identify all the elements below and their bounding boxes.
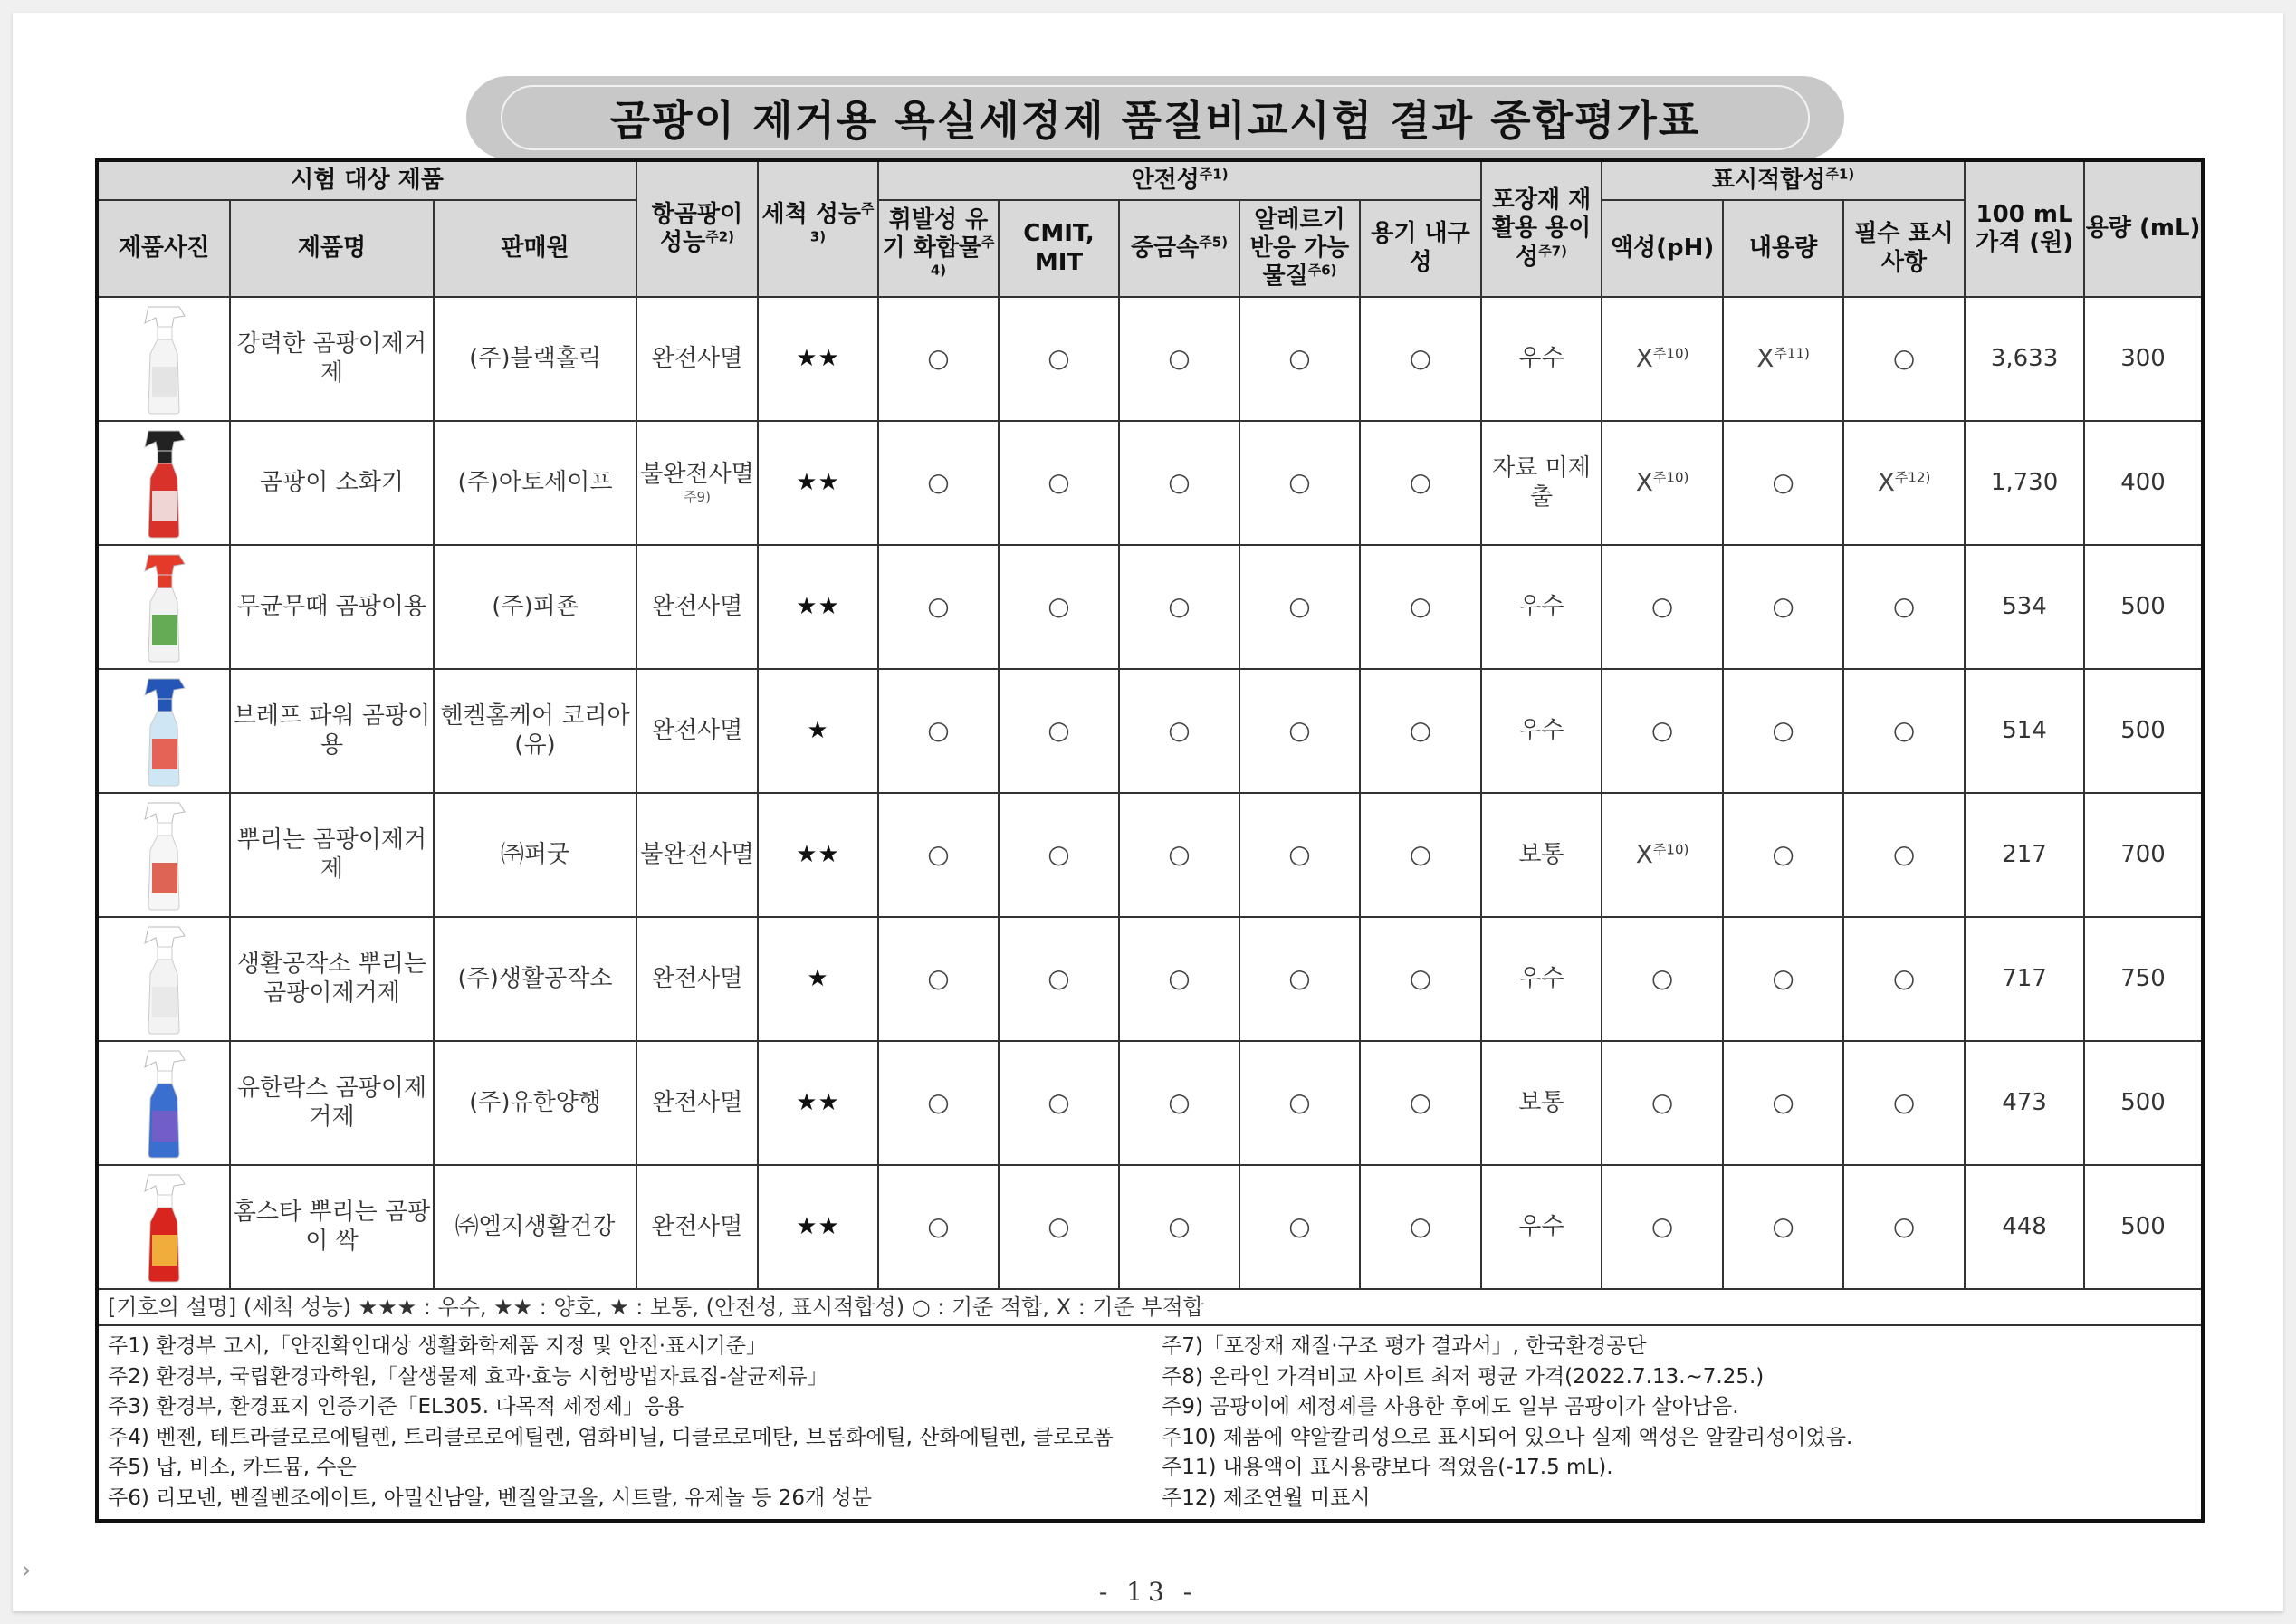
header-name: 제품명	[230, 200, 434, 297]
cell-heavy-metal: ○	[1119, 1165, 1239, 1289]
footnote: 주8) 온라인 가격비교 사이트 최저 평균 가격(2022.7.13.~7.25.)	[1162, 1364, 1765, 1389]
cell-price: 717	[1965, 917, 2084, 1041]
cell-recycle: 우수	[1481, 1165, 1602, 1289]
product-photo	[97, 1041, 230, 1165]
cell-allergen: ○	[1239, 297, 1360, 421]
product-photo	[97, 421, 230, 545]
cell-required: ○	[1843, 917, 1965, 1041]
cell-voc: ○	[878, 917, 999, 1041]
cell-heavy-metal: ○	[1119, 1041, 1239, 1165]
cell-ph: ○	[1602, 545, 1723, 669]
cell-name: 무균무때 곰팡이용	[230, 545, 434, 669]
footnote: 주1) 환경부 고시,「안전확인대상 생활화학제품 지정 및 안전·표시기준」	[108, 1334, 767, 1358]
cell-recycle: 보통	[1481, 793, 1602, 917]
header-voc: 휘발성 유기 화합물$^{주4)}$	[878, 200, 999, 297]
spray-bottle-icon	[132, 427, 196, 540]
product-photo	[97, 917, 230, 1041]
cell-durability: ○	[1360, 669, 1481, 793]
cell-ph: $X^{주10)}$	[1602, 793, 1723, 917]
cell-price: 1,730	[1965, 421, 2084, 545]
cell-allergen: ○	[1239, 669, 1360, 793]
header-photo: 제품사진	[97, 200, 230, 297]
header-required-label: 필수 표시사항	[1843, 200, 1965, 297]
header-cmit: CMIT, MIT	[999, 200, 1119, 297]
legend-row	[97, 1289, 2203, 1325]
cell-antifungal: 완전사멸	[636, 297, 758, 421]
cell-heavy-metal: ○	[1119, 793, 1239, 917]
cell-recycle: 우수	[1481, 669, 1602, 793]
cell-volume: ○	[1723, 1041, 1843, 1165]
cell-name: 강력한 곰팡이제거제	[230, 297, 434, 421]
cell-allergen: ○	[1239, 793, 1360, 917]
cell-capacity: 750	[2084, 917, 2203, 1041]
cell-capacity: 700	[2084, 793, 2203, 917]
cell-required: $X^{주12)}$	[1843, 421, 1965, 545]
cell-allergen: ○	[1239, 917, 1360, 1041]
cell-price: 473	[1965, 1041, 2084, 1165]
table-row	[97, 793, 2203, 917]
cell-name: 브레프 파워 곰팡이용	[230, 669, 434, 793]
footnote: 주3) 환경부, 환경표지 인증기준「EL305. 다목적 세정제」응용	[108, 1395, 684, 1419]
cell-durability: ○	[1360, 1041, 1481, 1165]
footnote: 주9) 곰팡이에 세정제를 사용한 후에도 일부 곰팡이가 살아남음.	[1162, 1395, 1739, 1419]
cell-seller: (주)아토세이프	[434, 421, 636, 545]
cell-seller: (주)블랙홀릭	[434, 297, 636, 421]
header-recycle: 포장재 재활용 용이성$^{주7)}$	[1481, 160, 1602, 297]
cell-antifungal: 완전사멸	[636, 545, 758, 669]
cell-durability: ○	[1360, 1165, 1481, 1289]
product-photo	[97, 669, 230, 793]
cell-antifungal: 완전사멸	[636, 669, 758, 793]
cell-volume: $X^{주11)}$	[1723, 297, 1843, 421]
cell-required: ○	[1843, 1041, 1965, 1165]
cell-cleaning: ★★	[758, 1041, 878, 1165]
table-body	[97, 297, 2203, 1289]
cell-antifungal: 불완전사멸 주9)	[636, 421, 758, 545]
footnotes	[97, 1325, 2203, 1521]
cell-volume: ○	[1723, 421, 1843, 545]
title-banner-inner	[501, 85, 1810, 150]
cell-price: 3,633	[1965, 297, 2084, 421]
table-row	[97, 669, 2203, 793]
symbol-legend: [기호의 설명] (세척 성능) ★★★ : 우수, ★★ : 양호, ★ : 보통, (안전성, 표시적합성) ○ : 기준 적합, X : 기준 부적합	[97, 1289, 2203, 1325]
cell-cleaning: ★★	[758, 793, 878, 917]
cell-price: 514	[1965, 669, 2084, 793]
cell-ph: $X^{주10)}$	[1602, 297, 1723, 421]
header-product-group: 시험 대상 제품	[97, 160, 636, 200]
cell-durability: ○	[1360, 545, 1481, 669]
cell-cmit: ○	[999, 545, 1119, 669]
cell-cleaning: ★★	[758, 297, 878, 421]
cell-voc: ○	[878, 545, 999, 669]
cell-cmit: ○	[999, 1041, 1119, 1165]
cell-heavy-metal: ○	[1119, 297, 1239, 421]
cell-allergen: ○	[1239, 1165, 1360, 1289]
cell-heavy-metal: ○	[1119, 545, 1239, 669]
header-capacity: 용량 (mL)	[2084, 160, 2203, 297]
table-row	[97, 917, 2203, 1041]
cell-allergen: ○	[1239, 1041, 1360, 1165]
footnote: 주12) 제조연월 미표시	[1162, 1485, 1371, 1510]
cell-recycle: 우수	[1481, 297, 1602, 421]
cell-name: 유한락스 곰팡이제거제	[230, 1041, 434, 1165]
table-row	[97, 1165, 2203, 1289]
cell-antifungal: 완전사멸	[636, 917, 758, 1041]
cell-required: ○	[1843, 1165, 1965, 1289]
cell-cmit: ○	[999, 793, 1119, 917]
cell-durability: ○	[1360, 421, 1481, 545]
cell-durability: ○	[1360, 297, 1481, 421]
cell-price: 534	[1965, 545, 2084, 669]
cell-ph: ○	[1602, 669, 1723, 793]
cell-ph: $X^{주10)}$	[1602, 421, 1723, 545]
cell-capacity: 400	[2084, 421, 2203, 545]
header-volume: 내용량	[1723, 200, 1843, 297]
cell-capacity: 500	[2084, 669, 2203, 793]
spray-bottle-icon	[132, 923, 196, 1036]
cell-price: 448	[1965, 1165, 2084, 1289]
title-banner	[466, 76, 1844, 159]
cell-ph: ○	[1602, 1165, 1723, 1289]
page-nav-arrow-icon[interactable]: ›	[22, 1557, 32, 1584]
cell-recycle: 자료 미제출	[1481, 421, 1602, 545]
footnote: 주5) 납, 비소, 카드뮴, 수은	[108, 1456, 357, 1479]
cell-seller: (주)유한양행	[434, 1041, 636, 1165]
table-row	[97, 545, 2203, 669]
footnote: 주10) 제품에 약알칼리성으로 표시되어 있으나 실제 액성은 알칼리성이었음.	[1162, 1425, 1853, 1449]
page-title: 곰팡이 제거용 욕실세정제 품질비교시험 결과 종합평가표	[609, 96, 1701, 145]
cell-cmit: ○	[999, 669, 1119, 793]
cell-voc: ○	[878, 1041, 999, 1165]
comparison-table	[95, 158, 2205, 1523]
cell-volume: ○	[1723, 669, 1843, 793]
header-durability: 용기 내구성	[1360, 200, 1481, 297]
cell-recycle: 우수	[1481, 917, 1602, 1041]
cell-required: ○	[1843, 793, 1965, 917]
cell-antifungal: 불완전사멸	[636, 793, 758, 917]
cell-capacity: 500	[2084, 1041, 2203, 1165]
cell-voc: ○	[878, 421, 999, 545]
header-allergen: 알레르기 반응 가능물질$^{주6)}$	[1239, 200, 1360, 297]
cell-name: 뿌리는 곰팡이제거제	[230, 793, 434, 917]
cell-recycle: 우수	[1481, 545, 1602, 669]
cell-seller: ㈜퍼굿	[434, 793, 636, 917]
cell-voc: ○	[878, 793, 999, 917]
cell-cmit: ○	[999, 421, 1119, 545]
table-row	[97, 1041, 2203, 1165]
cell-heavy-metal: ○	[1119, 421, 1239, 545]
cell-ph: ○	[1602, 1041, 1723, 1165]
cell-name: 생활공작소 뿌리는 곰팡이제거제	[230, 917, 434, 1041]
cell-cleaning: ★	[758, 917, 878, 1041]
cell-capacity: 500	[2084, 545, 2203, 669]
cell-voc: ○	[878, 669, 999, 793]
cell-required: ○	[1843, 669, 1965, 793]
cell-antifungal: 완전사멸	[636, 1041, 758, 1165]
spray-bottle-icon	[132, 1047, 196, 1160]
cell-seller: ㈜엘지생활건강	[434, 1165, 636, 1289]
cell-voc: ○	[878, 1165, 999, 1289]
footnote: 주2) 환경부, 국립환경과학원,「살생물제 효과·효능 시험방법자료집-살균제류」	[108, 1364, 828, 1389]
cell-required: ○	[1843, 545, 1965, 669]
cell-cleaning: ★★	[758, 545, 878, 669]
cell-price: 217	[1965, 793, 2084, 917]
header-ph: 액성(pH)	[1602, 200, 1723, 297]
spray-bottle-icon	[132, 799, 196, 912]
footnote: 주4) 벤젠, 테트라클로로에틸렌, 트리클로로에틸렌, 염화비닐, 디클로로메탄, 브롬화에틸, 산화에틸렌, 클로로폼	[108, 1425, 1114, 1449]
cell-capacity: 500	[2084, 1165, 2203, 1289]
footnote: 주11) 내용액이 표시용량보다 적었음(-17.5 mL).	[1162, 1456, 1613, 1479]
cell-name: 홈스타 뿌리는 곰팡이 싹	[230, 1165, 434, 1289]
cell-voc: ○	[878, 297, 999, 421]
cell-volume: ○	[1723, 793, 1843, 917]
header-antifungal: 항곰팡이 성능$^{주2)}$	[636, 160, 758, 297]
cell-heavy-metal: ○	[1119, 669, 1239, 793]
product-photo	[97, 545, 230, 669]
header-row-group	[97, 160, 2203, 200]
cell-antifungal: 완전사멸	[636, 1165, 758, 1289]
spray-bottle-icon	[132, 1171, 196, 1284]
cell-volume: ○	[1723, 545, 1843, 669]
cell-seller: 헨켈홈케어 코리아(유)	[434, 669, 636, 793]
header-heavy-metal: 중금속$^{주5)}$	[1119, 200, 1239, 297]
cell-cleaning: ★★	[758, 421, 878, 545]
cell-cmit: ○	[999, 917, 1119, 1041]
header-labeling-group: 표시적합성$^{주1)}$	[1602, 160, 1965, 200]
cell-required: ○	[1843, 297, 1965, 421]
cell-allergen: ○	[1239, 421, 1360, 545]
cell-cmit: ○	[999, 297, 1119, 421]
spray-bottle-icon	[132, 551, 196, 664]
product-photo	[97, 1165, 230, 1289]
cell-ph: ○	[1602, 917, 1723, 1041]
cell-name: 곰팡이 소화기	[230, 421, 434, 545]
cell-cleaning: ★	[758, 669, 878, 793]
product-photo	[97, 793, 230, 917]
cell-durability: ○	[1360, 793, 1481, 917]
notes-row	[97, 1325, 2203, 1521]
header-price: 100 mL 가격 (원)	[1965, 160, 2084, 297]
spray-bottle-icon	[132, 675, 196, 788]
footnotes-grid	[108, 1332, 2192, 1514]
cell-durability: ○	[1360, 917, 1481, 1041]
header-seller: 판매원	[434, 200, 636, 297]
footnote: 주7)「포장재 재질·구조 평가 결과서」, 한국환경공단	[1162, 1334, 1647, 1358]
table-row	[97, 421, 2203, 545]
cell-volume: ○	[1723, 1165, 1843, 1289]
cell-capacity: 300	[2084, 297, 2203, 421]
header-cleaning: 세척 성능$^{주3)}$	[758, 160, 878, 297]
footnote: 주6) 리모넨, 벤질벤조에이트, 아밀신남알, 벤질알코올, 시트랄, 유제놀 등 26개 성분	[108, 1485, 872, 1510]
header-safety-group: 안전성$^{주1)}$	[878, 160, 1481, 200]
table-row	[97, 297, 2203, 421]
header-row-columns	[97, 200, 2203, 297]
cell-seller: (주)생활공작소	[434, 917, 636, 1041]
cell-cmit: ○	[999, 1165, 1119, 1289]
cell-volume: ○	[1723, 917, 1843, 1041]
cell-heavy-metal: ○	[1119, 917, 1239, 1041]
cell-cleaning: ★★	[758, 1165, 878, 1289]
product-photo	[97, 297, 230, 421]
page-number: - 13 -	[1098, 1577, 1198, 1607]
cell-seller: (주)피죤	[434, 545, 636, 669]
cell-allergen: ○	[1239, 545, 1360, 669]
spray-bottle-icon	[132, 303, 196, 416]
cell-recycle: 보통	[1481, 1041, 1602, 1165]
